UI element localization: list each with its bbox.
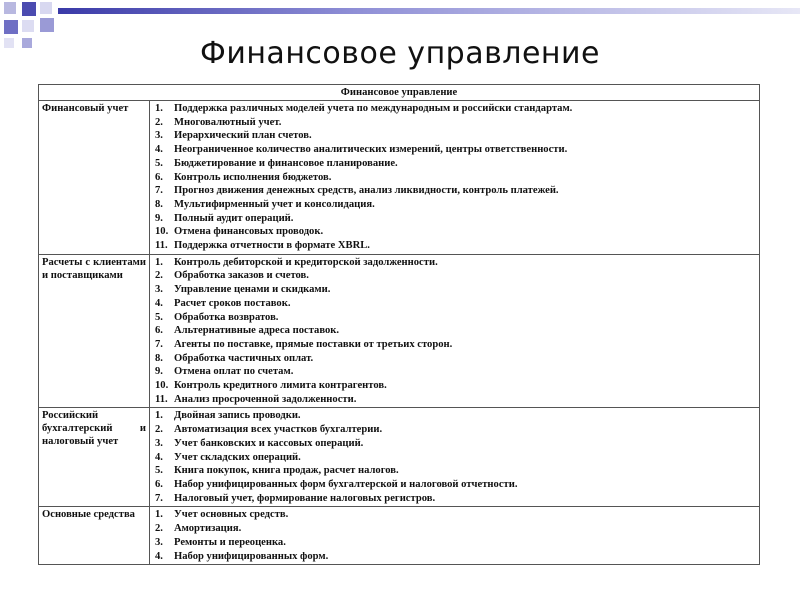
page-title: Финансовое управление bbox=[200, 36, 600, 71]
list-item bbox=[155, 393, 756, 407]
item-number: 10. bbox=[155, 226, 169, 238]
item-number: 4. bbox=[155, 297, 163, 309]
table-row bbox=[39, 101, 760, 255]
item-text: Контроль исполнения бюджетов. bbox=[174, 171, 332, 183]
item-number: 1. bbox=[155, 509, 163, 521]
item-text: Неограниченное количество аналитических измерений, центры ответственности. bbox=[174, 144, 568, 156]
list-item bbox=[155, 171, 756, 185]
item-number: 5. bbox=[155, 157, 163, 169]
item-number: 6. bbox=[155, 325, 163, 337]
table-row bbox=[39, 254, 760, 408]
item-number: 2. bbox=[155, 523, 163, 535]
list-item bbox=[155, 311, 756, 325]
item-number: 11. bbox=[155, 393, 168, 405]
list-item bbox=[155, 129, 756, 143]
item-text: Контроль кредитного лимита контрагентов. bbox=[174, 380, 387, 392]
item-text: Ремонты и переоценка. bbox=[174, 536, 286, 548]
list-item bbox=[155, 102, 756, 116]
table-body bbox=[39, 101, 760, 565]
list-item bbox=[155, 212, 756, 226]
list-item bbox=[155, 143, 756, 157]
list-item bbox=[155, 116, 756, 130]
list-item bbox=[155, 478, 756, 492]
row-category: Финансовый учет bbox=[39, 101, 150, 255]
list-item bbox=[155, 324, 756, 338]
list-item bbox=[155, 379, 756, 393]
list-item bbox=[155, 225, 756, 239]
item-text: Поддержка отчетности в формате XBRL. bbox=[174, 240, 370, 252]
item-number: 3. bbox=[155, 536, 163, 548]
item-number: 5. bbox=[155, 311, 163, 323]
list-item bbox=[155, 423, 756, 437]
item-text: Налоговый учет, формирование налоговых регистров. bbox=[174, 492, 436, 504]
item-number: 2. bbox=[155, 424, 163, 436]
item-text: Мультифирменный учет и консолидация. bbox=[174, 198, 375, 210]
item-number: 3. bbox=[155, 437, 163, 449]
item-number: 7. bbox=[155, 185, 163, 197]
item-text: Набор унифицированных форм. bbox=[174, 550, 329, 562]
item-number: 1. bbox=[155, 410, 163, 422]
row-items bbox=[150, 101, 760, 255]
item-text: Учет складских операций. bbox=[174, 451, 301, 463]
item-text: Альтернативные адреса поставок. bbox=[174, 325, 340, 337]
list-item bbox=[155, 256, 756, 270]
list-item bbox=[155, 550, 756, 564]
item-text: Книга покупок, книга продаж, расчет налогов. bbox=[174, 465, 399, 477]
item-text: Прогноз движения денежных средств, анализ ликвидности, контроль платежей. bbox=[174, 185, 559, 197]
item-number: 7. bbox=[155, 338, 163, 350]
list-item bbox=[155, 352, 756, 366]
list-item bbox=[155, 536, 756, 550]
item-text: Учет основных средств. bbox=[174, 509, 289, 521]
item-number: 4. bbox=[155, 451, 163, 463]
list-item bbox=[155, 437, 756, 451]
item-text: Поддержка различных моделей учета по международным и российски стандартам. bbox=[174, 103, 573, 114]
financial-table bbox=[38, 84, 760, 565]
item-text: Отмена оплат по счетам. bbox=[174, 366, 294, 378]
item-number: 9. bbox=[155, 366, 163, 378]
item-number: 2. bbox=[155, 270, 163, 282]
item-number: 4. bbox=[155, 550, 163, 562]
item-number: 4. bbox=[155, 144, 163, 156]
item-text: Агенты по поставке, прямые поставки от третьих сторон. bbox=[174, 338, 453, 350]
table-row bbox=[39, 408, 760, 507]
item-number: 1. bbox=[155, 103, 163, 114]
item-number: 3. bbox=[155, 130, 163, 142]
row-items bbox=[150, 507, 760, 565]
list-item bbox=[155, 409, 756, 423]
item-text: Набор унифицированных форм бухгалтерской и налоговой отчетности. bbox=[174, 478, 518, 490]
table-row bbox=[39, 507, 760, 565]
item-text: Иерархический план счетов. bbox=[174, 130, 312, 142]
item-text: Полный аудит операций. bbox=[174, 212, 294, 224]
list-item bbox=[155, 239, 756, 253]
item-number: 6. bbox=[155, 478, 163, 490]
list-item bbox=[155, 365, 756, 379]
list-item bbox=[155, 464, 756, 478]
item-number: 5. bbox=[155, 465, 163, 477]
item-number: 11. bbox=[155, 240, 168, 252]
item-text: Автоматизация всех участков бухгалтерии. bbox=[174, 424, 383, 436]
list-item bbox=[155, 508, 756, 522]
list-item bbox=[155, 283, 756, 297]
item-text: Двойная запись проводки. bbox=[174, 410, 301, 422]
list-item bbox=[155, 184, 756, 198]
item-number: 3. bbox=[155, 284, 163, 296]
item-text: Обработка заказов и счетов. bbox=[174, 270, 309, 282]
item-text: Учет банковских и кассовых операций. bbox=[174, 437, 364, 449]
item-text: Бюджетирование и финансовое планирование. bbox=[174, 157, 398, 169]
item-number: 7. bbox=[155, 492, 163, 504]
item-text: Управление ценами и скидками. bbox=[174, 284, 331, 296]
row-items bbox=[150, 408, 760, 507]
table-header: Финансовое управление bbox=[39, 85, 760, 101]
item-number: 8. bbox=[155, 352, 163, 364]
item-number: 2. bbox=[155, 116, 163, 128]
list-item bbox=[155, 492, 756, 506]
list-item bbox=[155, 338, 756, 352]
item-number: 9. bbox=[155, 212, 163, 224]
item-number: 6. bbox=[155, 171, 163, 183]
row-category: Российский бухгалтерский и налоговый учет bbox=[39, 408, 150, 507]
item-text: Многовалютный учет. bbox=[174, 116, 282, 128]
item-number: 10. bbox=[155, 380, 169, 392]
decorative-bar bbox=[58, 8, 800, 14]
item-text: Отмена финансовых проводок. bbox=[174, 226, 324, 238]
list-item bbox=[155, 157, 756, 171]
item-text: Амортизация. bbox=[174, 523, 242, 535]
item-number: 1. bbox=[155, 256, 163, 268]
list-item bbox=[155, 522, 756, 536]
list-item bbox=[155, 198, 756, 212]
list-item bbox=[155, 451, 756, 465]
list-item bbox=[155, 297, 756, 311]
row-items bbox=[150, 254, 760, 408]
item-text: Контроль дебиторской и кредиторской задолженности. bbox=[174, 256, 438, 268]
list-item bbox=[155, 269, 756, 283]
row-category: Основные средства bbox=[39, 507, 150, 565]
item-text: Анализ просроченной задолженности. bbox=[174, 393, 357, 405]
item-text: Обработка частичных оплат. bbox=[174, 352, 314, 364]
item-number: 8. bbox=[155, 198, 163, 210]
item-text: Обработка возвратов. bbox=[174, 311, 279, 323]
item-text: Расчет сроков поставок. bbox=[174, 297, 291, 309]
row-category: Расчеты с клиентами и поставщиками bbox=[39, 254, 150, 408]
